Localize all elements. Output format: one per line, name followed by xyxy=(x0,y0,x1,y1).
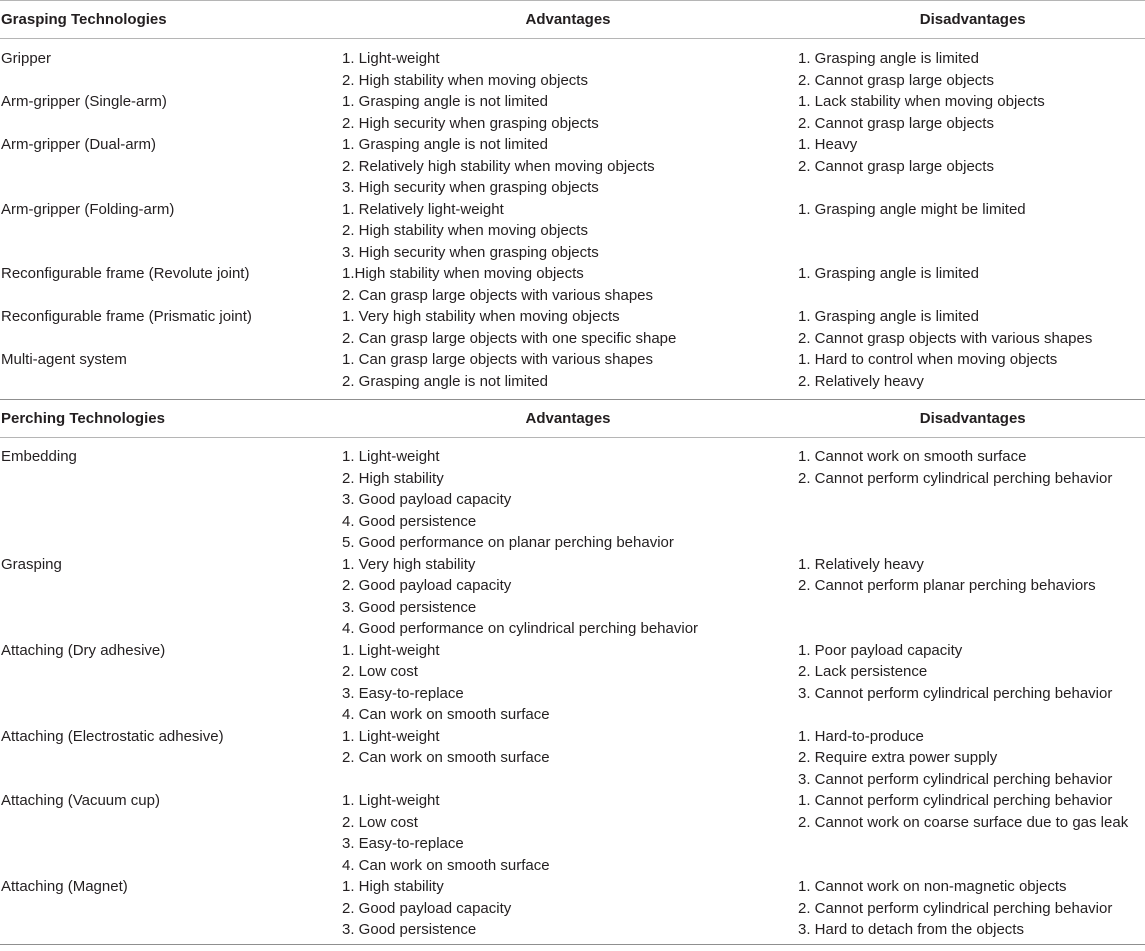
disadvantage-item: 1. Cannot work on non-magnetic objects xyxy=(798,878,1067,895)
technology-name: Embedding xyxy=(1,448,77,465)
advantage-item: 1. Very high stability when moving objects xyxy=(342,308,620,325)
grasping-header-advantages: Advantages xyxy=(525,11,611,28)
disadvantage-item: 1. Hard-to-produce xyxy=(798,727,924,745)
technology-name: Gripper xyxy=(1,50,52,67)
table-row xyxy=(0,446,1145,554)
technology-name-cell xyxy=(0,48,342,70)
disadvantage-item: 3. Cannot perform cylindrical perching behavior xyxy=(798,770,1113,788)
grasping-header-disadvantages: Disadvantages xyxy=(919,11,1026,28)
advantage-item: 1. Grasping angle is not limited xyxy=(342,93,548,110)
disadvantage-item: 1. Grasping angle is limited xyxy=(798,50,979,67)
technology-name-cell xyxy=(0,876,342,898)
technology-name-cell xyxy=(0,91,342,113)
technology-name-cell xyxy=(0,726,342,748)
advantage-item: 2. High stability when moving objects xyxy=(342,222,588,239)
technology-name: Arm-gripper (Folding-arm) xyxy=(1,200,175,218)
technology-name: Arm-gripper (Dual-arm) xyxy=(1,136,157,153)
advantage-item: 3. Easy-to-replace xyxy=(342,835,464,852)
advantages-cell xyxy=(342,48,798,91)
advantage-item: 2. Can work on smooth surface xyxy=(342,749,550,766)
disadvantages-cell xyxy=(798,263,1145,285)
disadvantages-cell xyxy=(798,726,1145,791)
advantage-item: 3. High security when grasping objects xyxy=(342,179,599,196)
perching-header-disadvantages: Disadvantages xyxy=(919,410,1026,427)
advantage-item: 4. Good performance on cylindrical perching behavior xyxy=(342,620,699,637)
advantage-item: 2. Grasping angle is not limited xyxy=(342,372,548,390)
grasping-header-row xyxy=(0,0,1145,39)
disadvantage-item: 2. Cannot perform cylindrical perching behavior xyxy=(798,469,1113,487)
table-row xyxy=(0,263,1145,306)
advantage-item: 3. Good persistence xyxy=(342,598,477,616)
technology-name-cell xyxy=(0,306,342,328)
technology-name: Attaching (Dry adhesive) xyxy=(1,641,166,659)
disadvantage-item: 1. Hard to control when moving objects xyxy=(798,351,1058,368)
advantage-item: 5. Good performance on planar perching behavior xyxy=(342,534,674,551)
advantages-cell xyxy=(342,640,798,726)
advantage-item: 1. Light-weight xyxy=(342,448,440,465)
disadvantage-item: 1. Cannot perform cylindrical perching behavior xyxy=(798,792,1113,809)
disadvantages-cell xyxy=(798,790,1145,833)
perching-header-technology: Perching Technologies xyxy=(1,410,165,427)
technology-name: Attaching (Vacuum cup) xyxy=(1,792,160,809)
disadvantage-item: 2. Require extra power supply xyxy=(798,749,998,766)
advantage-item: 2. Can grasp large objects with various shapes xyxy=(342,286,654,304)
technology-name-cell xyxy=(0,199,342,221)
disadvantage-item: 3. Hard to detach from the objects xyxy=(798,921,1024,938)
advantages-cell xyxy=(342,199,798,264)
advantages-cell xyxy=(342,790,798,876)
table-row xyxy=(0,876,1145,941)
disadvantages-cell xyxy=(798,91,1145,134)
advantage-item: 2. Relatively high stability when moving objects xyxy=(342,157,655,175)
grasping-technologies-table xyxy=(0,0,1145,399)
technology-name: Arm-gripper (Single-arm) xyxy=(1,93,167,110)
disadvantage-item: 2. Cannot perform planar perching behaviors xyxy=(798,577,1096,594)
table-row xyxy=(0,134,1145,199)
disadvantage-item: 2. Cannot grasp large objects xyxy=(798,157,994,175)
disadvantage-item: 1. Poor payload capacity xyxy=(798,641,963,659)
advantage-item: 3. Easy-to-replace xyxy=(342,684,464,702)
table-row xyxy=(0,48,1145,91)
disadvantages-cell xyxy=(798,554,1145,597)
technology-name: Grasping xyxy=(1,555,62,573)
disadvantage-item: 2. Lack persistence xyxy=(798,663,928,680)
advantage-item: 2. Good payload capacity xyxy=(342,899,512,917)
advantage-item: 1. Light-weight xyxy=(342,50,440,67)
disadvantages-cell xyxy=(798,446,1145,489)
advantage-item: 1.High stability when moving objects xyxy=(342,265,584,282)
advantage-item: 1. Very high stability xyxy=(342,555,476,573)
disadvantage-item: 1. Relatively heavy xyxy=(798,555,924,573)
advantages-cell xyxy=(342,726,798,769)
perching-header-advantages: Advantages xyxy=(525,410,611,427)
advantage-item: 1. Light-weight xyxy=(342,727,440,745)
disadvantages-cell xyxy=(798,199,1145,221)
advantages-cell xyxy=(342,263,798,306)
advantage-item: 2. High stability xyxy=(342,469,444,487)
technology-name: Multi-agent system xyxy=(1,351,127,368)
disadvantage-item: 1. Cannot work on smooth surface xyxy=(798,448,1027,465)
disadvantage-item: 2. Cannot perform cylindrical perching behavior xyxy=(798,899,1113,917)
grasping-header-technology: Grasping Technologies xyxy=(1,11,167,28)
perching-technologies-table xyxy=(0,399,1145,945)
advantage-item: 1. Relatively light-weight xyxy=(342,200,504,218)
advantage-item: 3. Good persistence xyxy=(342,921,477,938)
technology-name-cell xyxy=(0,263,342,285)
technology-name-cell xyxy=(0,554,342,576)
advantage-item: 1. Light-weight xyxy=(342,641,440,659)
advantages-cell xyxy=(342,349,798,392)
advantages-cell xyxy=(342,134,798,199)
disadvantages-cell xyxy=(798,306,1145,349)
table-row xyxy=(0,554,1145,640)
advantages-cell xyxy=(342,91,798,134)
disadvantages-cell xyxy=(798,134,1145,177)
disadvantage-item: 2. Cannot work on coarse surface due to gas leak xyxy=(798,813,1129,831)
disadvantage-item: 2. Cannot grasp objects with various shapes xyxy=(798,329,1093,347)
advantage-item: 4. Can work on smooth surface xyxy=(342,856,550,874)
technology-name-cell xyxy=(0,446,342,468)
advantage-item: 1. Grasping angle is not limited xyxy=(342,136,548,153)
advantages-cell xyxy=(342,554,798,640)
advantage-item: 1. Light-weight xyxy=(342,792,440,809)
advantage-item: 2. High stability when moving objects xyxy=(342,71,588,89)
advantage-item: 3. Good payload capacity xyxy=(342,491,512,508)
table-row xyxy=(0,790,1145,876)
technology-name-cell xyxy=(0,134,342,156)
technology-name-cell xyxy=(0,640,342,662)
technology-name-cell xyxy=(0,790,342,812)
disadvantage-item: 2. Cannot grasp large objects xyxy=(798,114,994,132)
disadvantage-item: 2. Relatively heavy xyxy=(798,372,924,390)
table-row xyxy=(0,199,1145,264)
technology-name: Attaching (Electrostatic adhesive) xyxy=(1,727,224,745)
table-row xyxy=(0,91,1145,134)
table-row xyxy=(0,306,1145,349)
technology-name-cell xyxy=(0,349,342,371)
advantage-item: 2. Low cost xyxy=(342,663,418,680)
table-row xyxy=(0,640,1145,726)
disadvantages-cell xyxy=(798,48,1145,91)
technology-name: Reconfigurable frame (Prismatic joint) xyxy=(1,308,252,325)
disadvantage-item: 1. Grasping angle is limited xyxy=(798,265,979,282)
grasping-rows xyxy=(0,39,1145,399)
advantage-item: 2. Can grasp large objects with one specific shape xyxy=(342,329,677,347)
advantage-item: 2. High security when grasping objects xyxy=(342,114,599,132)
disadvantage-item: 3. Cannot perform cylindrical perching behavior xyxy=(798,684,1113,702)
advantage-item: 2. Good payload capacity xyxy=(342,577,512,594)
disadvantage-item: 1. Lack stability when moving objects xyxy=(798,93,1045,110)
table-row xyxy=(0,349,1145,392)
disadvantages-cell xyxy=(798,876,1145,941)
advantages-cell xyxy=(342,876,798,941)
perching-rows xyxy=(0,438,1145,944)
table-row xyxy=(0,726,1145,791)
disadvantage-item: 1. Grasping angle is limited xyxy=(798,308,979,325)
advantages-cell xyxy=(342,446,798,554)
advantage-item: 1. High stability xyxy=(342,878,444,895)
disadvantages-cell xyxy=(798,640,1145,705)
advantage-item: 3. High security when grasping objects xyxy=(342,243,599,261)
technology-name: Reconfigurable frame (Revolute joint) xyxy=(1,265,250,282)
advantage-item: 2. Low cost xyxy=(342,813,418,831)
advantage-item: 1. Can grasp large objects with various shapes xyxy=(342,351,654,368)
advantages-cell xyxy=(342,306,798,349)
disadvantage-item: 1. Heavy xyxy=(798,136,858,153)
disadvantage-item: 2. Cannot grasp large objects xyxy=(798,71,994,89)
advantage-item: 4. Good persistence xyxy=(342,512,477,530)
technology-name: Attaching (Magnet) xyxy=(1,878,128,895)
perching-header-row xyxy=(0,399,1145,438)
advantage-item: 4. Can work on smooth surface xyxy=(342,706,550,723)
disadvantage-item: 1. Grasping angle might be limited xyxy=(798,200,1026,218)
disadvantages-cell xyxy=(798,349,1145,392)
